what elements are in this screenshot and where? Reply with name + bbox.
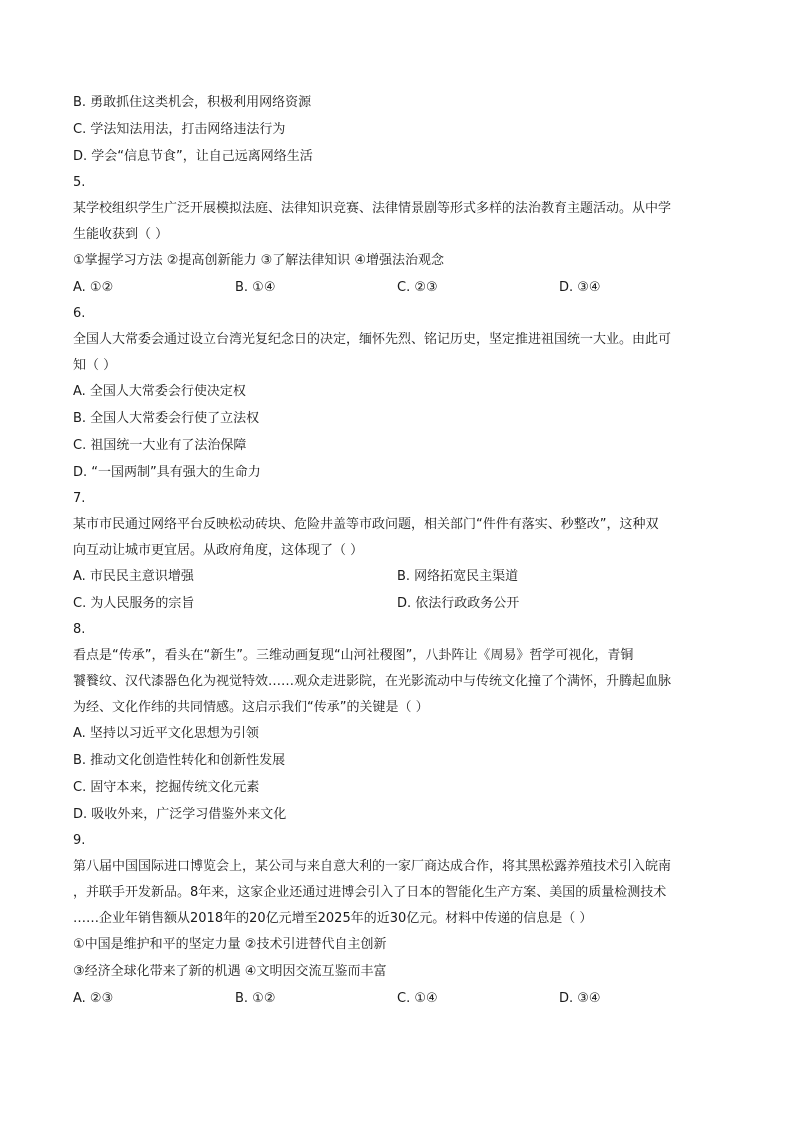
q5-stem-line2: 生能收获到（ ） — [73, 227, 169, 242]
q4-option-b: B. 勇敢抓住这类机会，积极利用网络资源 — [73, 95, 312, 110]
q7-options-row2 — [73, 591, 723, 618]
q9-statements-line1: ①中国是维护和平的坚定力量 ②技术引进替代自主创新 — [73, 937, 387, 952]
q5-option-c: C. ②③ — [397, 280, 438, 295]
q9-stem-line3: ……企业年销售额从2018年的20亿元增至2025年的近30亿元。材料中传递的信息是（ ） — [73, 911, 593, 926]
q9-number: 9. — [73, 833, 86, 848]
q4-option-c: C. 学法知法用法，打击网络违法行为 — [73, 122, 286, 137]
q6-option-b: B. 全国人大常委会行使了立法权 — [73, 411, 260, 426]
q8-option-d: D. 吸收外来，广泛学习借鉴外来文化 — [73, 807, 287, 822]
q6-option-c: C. 祖国统一大业有了法治保障 — [73, 438, 247, 453]
q9-option-a: A. ②③ — [73, 991, 114, 1006]
q5-statements: ①掌握学习方法 ②提高创新能力 ③了解法律知识 ④增强法治观念 — [73, 253, 445, 268]
q7-number: 7. — [73, 491, 86, 506]
q7-option-d: D. 依法行政政务公开 — [397, 596, 520, 611]
q7-option-b: B. 网络拓宽民主渠道 — [397, 569, 519, 584]
q8-stem-line2: 饕餮纹、汉代漆器色化为视觉特效……观众走进影院，在光影流动中与传统文化撞了个满怀，升腾起血脉 — [73, 674, 672, 689]
q8-stem-line1: 看点是“传承”，看头在“新生”。三维动画复现“山河社稷图”，八卦阵让《周易》哲学可视化，青铜 — [73, 648, 634, 663]
q5-option-b: B. ①④ — [235, 280, 276, 295]
q7-stem-line1: 某市市民通过网络平台反映松动砖块、危险井盖等市政问题，相关部门“件件有落实、秒整改”，这种双 — [73, 517, 659, 532]
q6-stem-line1: 全国人大常委会通过设立台湾光复纪念日的决定，缅怀先烈、铭记历史，坚定推进祖国统一大业。由此可 — [73, 332, 672, 347]
q4-option-d: D. 学会“信息节食”，让自己远离网络生活 — [73, 149, 313, 164]
q6-stem-line2: 知（ ） — [73, 358, 117, 373]
q9-stem-line2: ，并联手开发新品。8年来，这家企业还通过进博会引入了日本的智能化生产方案、美国的质量检测技术 — [73, 885, 667, 900]
q6-number: 6. — [73, 306, 86, 321]
q9-option-d: D. ③④ — [559, 991, 601, 1006]
q6-option-a: A. 全国人大常委会行使决定权 — [73, 384, 246, 399]
q8-number: 8. — [73, 622, 86, 637]
q5-options — [73, 275, 723, 302]
q8-option-b: B. 推动文化创造性转化和创新性发展 — [73, 753, 286, 768]
q5-stem-line1: 某学校组织学生广泛开展模拟法庭、法律知识竞赛、法律情景剧等形式多样的法治教育主题活动。从中学 — [73, 201, 672, 216]
q5-option-a: A. ①② — [73, 280, 114, 295]
q5-option-d: D. ③④ — [559, 280, 601, 295]
exam-page — [73, 90, 723, 1013]
q7-option-a: A. 市民民主意识增强 — [73, 569, 194, 584]
q7-stem-line2: 向互动让城市更宜居。从政府角度，这体现了（ ） — [73, 543, 364, 558]
q9-stem-line1: 第八届中国国际进口博览会上，某公司与来自意大利的一家厂商达成合作，将其黑松露养殖技术引入皖南 — [73, 859, 672, 874]
q9-option-c: C. ①④ — [397, 991, 438, 1006]
q7-option-c: C. 为人民服务的宗旨 — [73, 596, 195, 611]
q8-option-c: C. 固守本来，挖掘传统文化元素 — [73, 780, 260, 795]
q9-option-b: B. ①② — [235, 991, 276, 1006]
q8-option-a: A. 坚持以习近平文化思想为引领 — [73, 726, 259, 741]
q6-option-d: D. “一国两制”具有强大的生命力 — [73, 465, 261, 480]
q8-stem-line3: 为经、文化作纬的共同情感。这启示我们“传承”的关键是（ ） — [73, 700, 429, 715]
q9-options — [73, 986, 723, 1013]
q9-statements-line2: ③经济全球化带来了新的机遇 ④文明因交流互鉴而丰富 — [73, 964, 387, 979]
q5-number: 5. — [73, 175, 86, 190]
q7-options-row1 — [73, 564, 723, 591]
